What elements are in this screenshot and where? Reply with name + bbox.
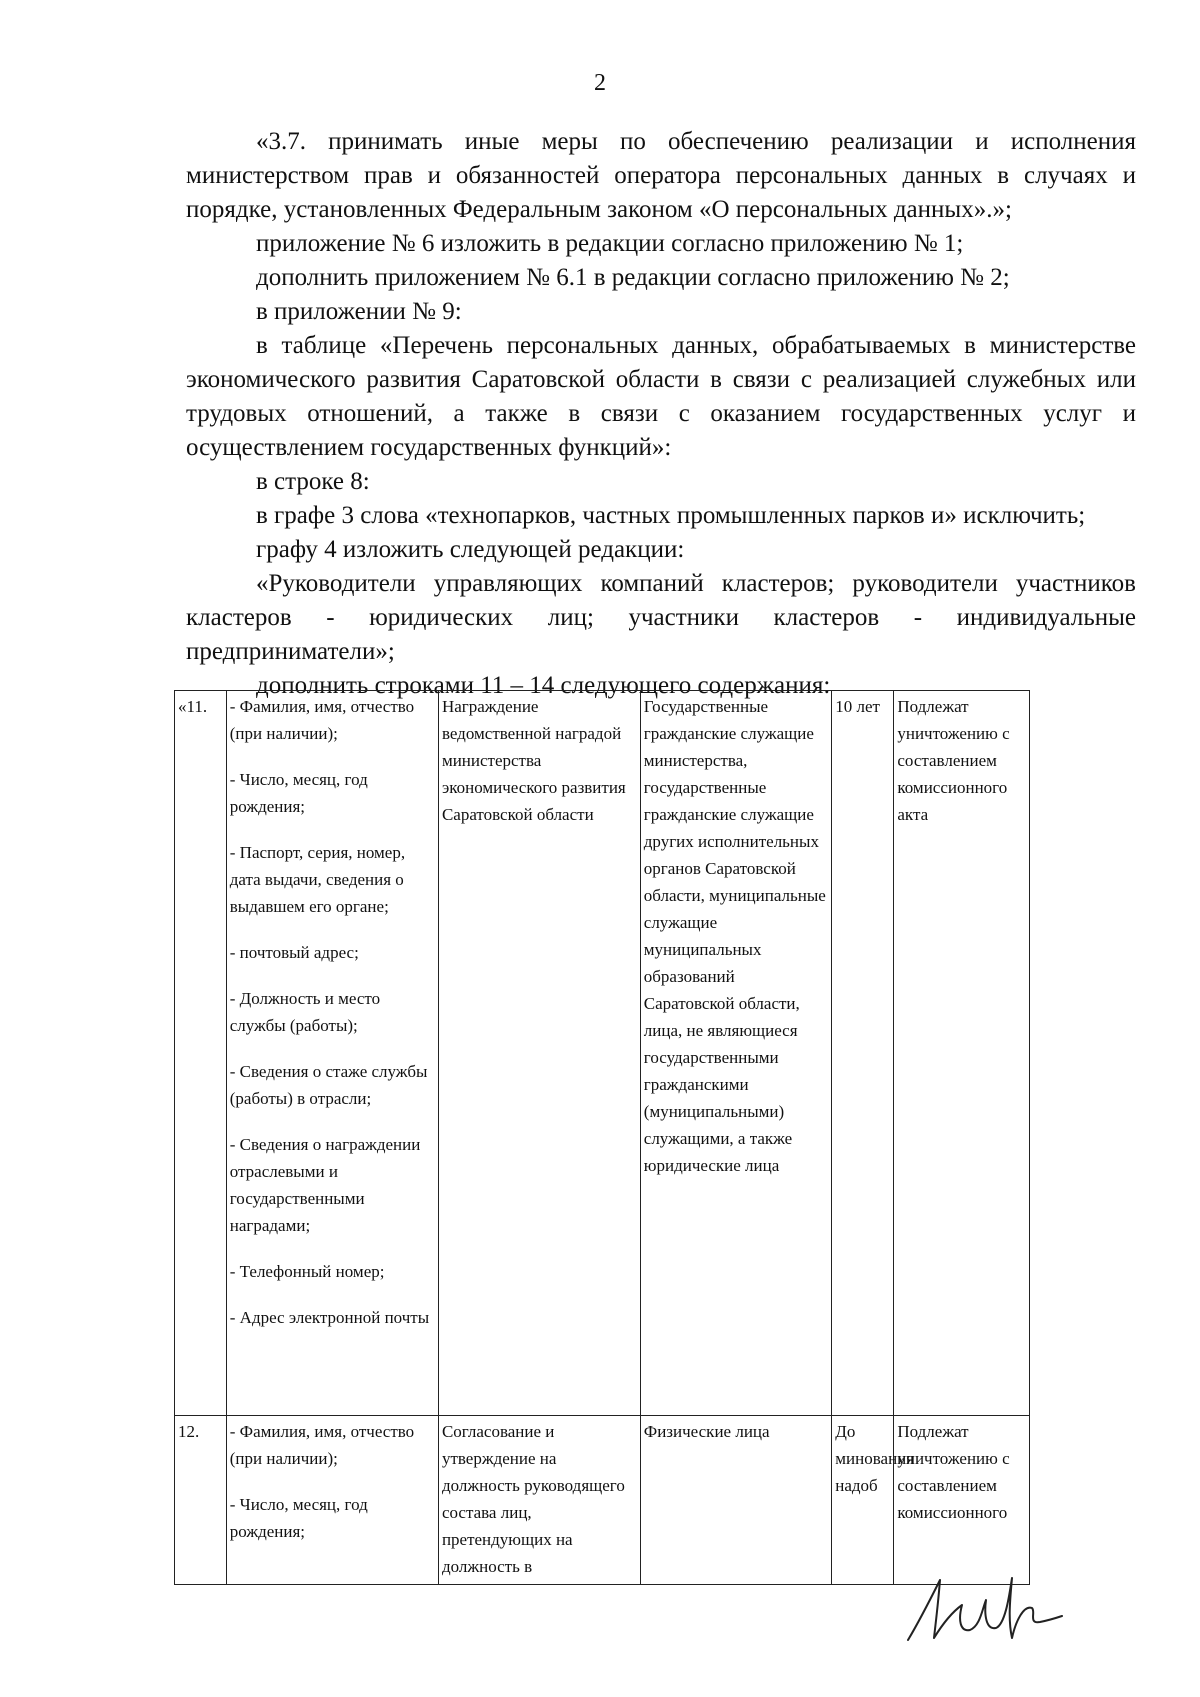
list-item: - Паспорт, серия, номер, дата выдачи, сведения о выдавшем его органе; xyxy=(229,843,406,916)
purpose-cell: Награждение ведомственной наградой министерства экономического развития Саратовской области xyxy=(438,691,640,1416)
body-text xyxy=(186,125,1136,703)
list-item: - Фамилия, имя, отчество (при наличии); xyxy=(229,697,415,743)
purpose-cell: Согласование и утверждение на должность руководящего состава лиц, претендующих на должность в xyxy=(438,1416,640,1585)
term-cell: До минования надоб xyxy=(832,1416,894,1585)
table-row xyxy=(175,691,1030,1416)
list-item: - Число, месяц, год рождения; xyxy=(229,770,368,816)
list-item: - Должность и место службы (работы); xyxy=(229,989,381,1035)
paragraph: дополнить приложением № 6.1 в редакции согласно приложению № 2; xyxy=(256,264,1010,291)
paragraph: в строке 8: xyxy=(256,468,370,495)
list-item: - Фамилия, имя, отчество (при наличии); xyxy=(229,1422,415,1468)
paragraph: дополнить строками 11 – 14 следующего содержания: xyxy=(256,672,831,699)
list-item: - Телефонный номер; xyxy=(229,1262,385,1281)
paragraph: графу 4 изложить следующей редакции: xyxy=(256,536,685,563)
handwritten-signature xyxy=(900,1560,1070,1650)
list-item: - Число, месяц, год рождения; xyxy=(229,1495,368,1541)
disposal-cell: Подлежат уничтожению с составлением комиссионного акта xyxy=(894,691,1030,1416)
data-items-cell xyxy=(226,691,438,1416)
paragraph: «3.7. принимать иные меры по обеспечению реализации и исполнения министерством прав и обязанностей оператора персональных данных в случаях и порядке, установленных Федеральным законом «О персональных данных».»; xyxy=(186,128,1136,223)
list-item: - почтовый адрес; xyxy=(229,943,359,962)
disposal-cell: Подлежат уничтожению с составлением комиссионного xyxy=(894,1416,1030,1585)
list-item: - Адрес электронной почты xyxy=(229,1308,430,1327)
page-number: 2 xyxy=(594,70,606,96)
subjects-cell: Физические лица xyxy=(640,1416,831,1585)
paragraph: в таблице «Перечень персональных данных, обрабатываемых в министерстве экономического развития Саратовской области в связи с реализацией служебных или трудовых отношений, а также в связи с оказанием государственных услуг и осуществлением государственных функций»: xyxy=(186,332,1136,461)
paragraph: в приложении № 9: xyxy=(256,298,462,325)
personal-data-table xyxy=(174,690,1030,1585)
paragraph: в графе 3 слова «технопарков, частных промышленных парков и» исключить; xyxy=(256,502,1086,529)
row-number: «11. xyxy=(175,691,227,1416)
paragraph: приложение № 6 изложить в редакции согласно приложению № 1; xyxy=(256,230,964,257)
paragraph: «Руководители управляющих компаний кластеров; руководители участников кластеров - юридических лиц; участники кластеров - индивидуальные предприниматели»; xyxy=(186,570,1136,665)
subjects-cell: Государственные гражданские служащие министерства, государственные гражданские служащие других исполнительных органов Саратовской области, муниципальные служащие муниципальных образований Саратовской области, лица, не являющиеся государственными гражданскими (муниципальными) служащими, а также юридические лица xyxy=(640,691,831,1416)
data-items-cell xyxy=(226,1416,438,1585)
row-number: 12. xyxy=(175,1416,227,1585)
list-item: - Сведения о награждении отраслевыми и государственными наградами; xyxy=(229,1135,421,1235)
list-item: - Сведения о стаже службы (работы) в отрасли; xyxy=(229,1062,428,1108)
term-cell: 10 лет xyxy=(832,691,894,1416)
